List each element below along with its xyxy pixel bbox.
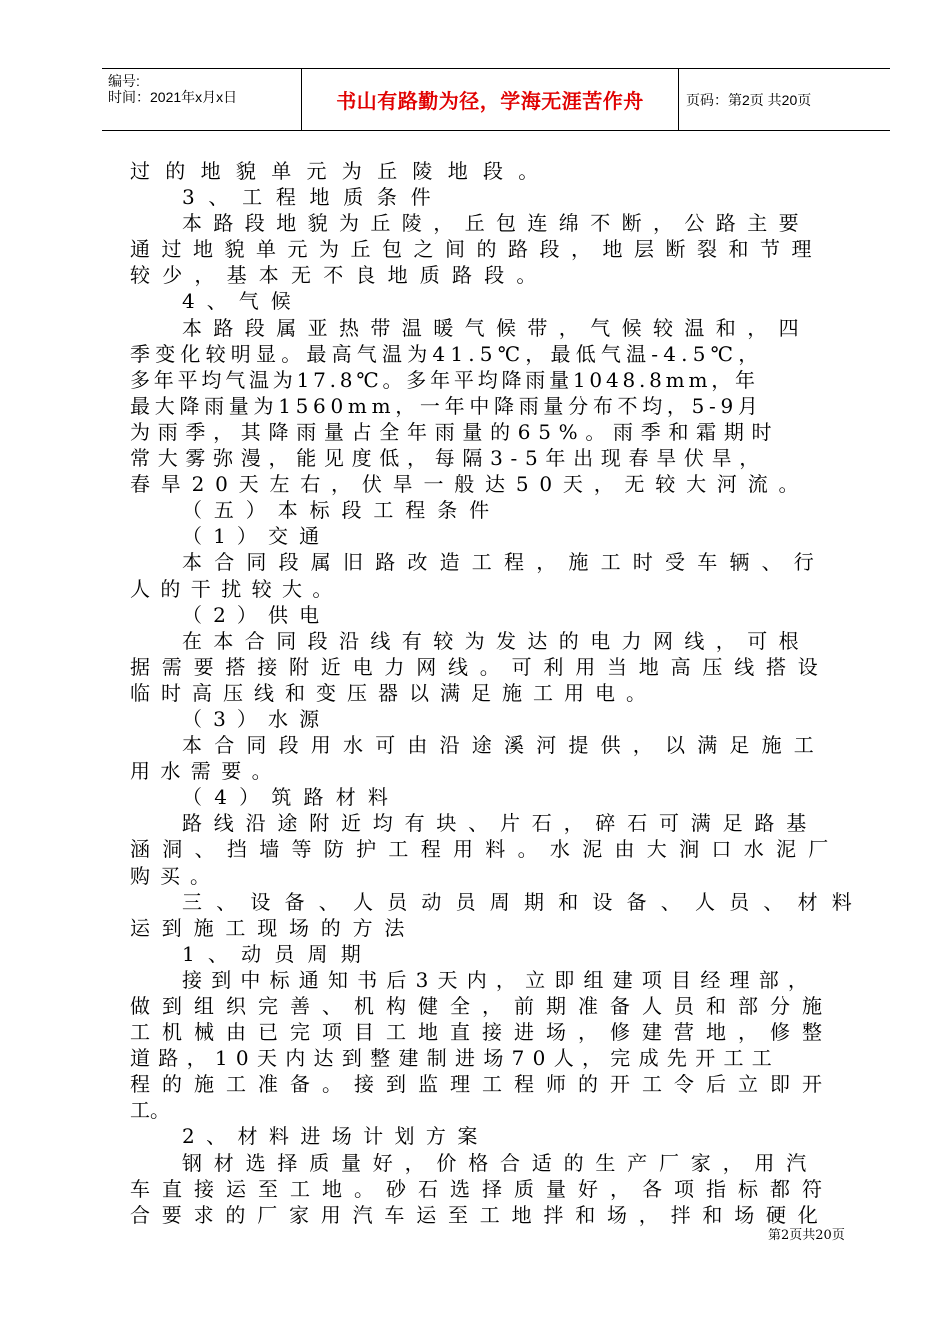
text-line: 多年平均气温为17.8℃。多年平均降雨量1048.8mm，年 [130, 367, 759, 392]
header-motto-cell [301, 69, 679, 130]
text-line: 工。 [130, 1098, 170, 1123]
text-line: 购买。 [130, 863, 220, 888]
text-line: 合要求的厂家用汽车运至工地拌和场，拌和场硬化 [130, 1202, 830, 1227]
text-line: 人的干扰较大。 [130, 576, 343, 601]
text-line: 最大降雨量为1560mm，一年中降雨量分布不均，5-9月 [130, 393, 763, 418]
text-line: 车直接运至工地。砂石选择质量好，各项指标都符 [130, 1176, 834, 1201]
motto-text: 书山有路勤为径，学海无涯苦作舟 [336, 89, 644, 113]
text-line: 较少，基本无不良地质路段。 [130, 263, 549, 288]
text-line: （3）水源 [182, 706, 331, 731]
text-line: 过的地貌单元为丘陵地段。 [130, 159, 554, 183]
text-line: 通过地貌单元为丘包之间的路段，地层断裂和节理 [130, 237, 823, 262]
text-line: 涵洞、挡墙等防护工程用料。水泥由大涧口水泥厂 [130, 837, 841, 862]
header-info-cell [102, 69, 300, 130]
text-line: 运到施工现场的方法 [130, 915, 417, 940]
text-line: 程的施工准备。接到监理工程师的开工令后立即开 [130, 1072, 834, 1097]
text-line: 道路，10天内达到整建制进场70人，完成先开工工 [130, 1046, 781, 1071]
header-page-cell [678, 69, 890, 130]
doc-number-label: 编号: [108, 73, 140, 89]
text-line: 3、工程地质条件 [182, 185, 445, 210]
text-line: 路线沿途附近均有块、片石，碎石可满足路基 [182, 811, 818, 836]
page-footer: 第2页共20页 [768, 1228, 845, 1243]
text-line: 本路段属亚热带温暖气候带，气候较温和，四 [182, 315, 810, 340]
text-line: 本路段地貌为丘陵，丘包连绵不断，公路主要 [182, 211, 810, 236]
text-line: 2、材料进场计划方案 [182, 1124, 489, 1149]
text-line: 据需要搭接附近电力网线。可利用当地高压线搭设 [130, 654, 830, 679]
text-line: 4、气候 [182, 289, 303, 314]
text-line: 钢材选择质量好，价格合适的生产厂家，用汽 [182, 1150, 818, 1175]
text-line: 工机械由已完项目工地直接进场，修建营地，修整 [130, 1020, 834, 1045]
text-line: 临时高压线和变压器以满足施工用电。 [130, 680, 657, 705]
text-line: 接到中标通知书后3天内，立即组建项目经理部， [182, 967, 818, 992]
text-line: 1、动员周期 [182, 941, 374, 966]
text-line: （1）交通 [182, 524, 331, 549]
text-line: 做到组织完善、机构健全，前期准备人员和部分施 [130, 994, 834, 1018]
text-line: 在本合同段沿线有较为发达的电力网线，可根 [182, 628, 810, 653]
text-line: 本合同段属旧路改造工程，施工时受车辆、行 [182, 550, 826, 575]
document-body [130, 158, 866, 1228]
text-line: 三、设备、人员动员周期和设备、人员、材料 [182, 889, 866, 914]
text-line: 为雨季，其降雨量占全年雨量的65%。雨季和霜期时 [130, 419, 780, 444]
text-line: 常大雾弥漫，能见度低，每隔3-5年出现春旱伏旱， [130, 446, 768, 471]
text-line: （五）本标段工程条件 [182, 498, 501, 523]
text-line: （4）筑路材料 [182, 785, 401, 810]
date-label: 时间：2021年x月x日 [108, 89, 238, 105]
text-line: 本合同段用水可由沿途溪河提供，以满足施工 [182, 733, 826, 758]
text-line: 用水需要。 [130, 759, 282, 784]
text-line: （2）供电 [182, 602, 331, 627]
page-code: 页码：第2页 共20页 [686, 92, 812, 108]
page-header [102, 68, 890, 131]
text-line: 季变化较明显。最高气温为41.5℃，最低气温-4.5℃， [130, 341, 764, 366]
text-line: 春旱20天左右，伏旱一般达50天，无较大河流。 [130, 472, 810, 497]
